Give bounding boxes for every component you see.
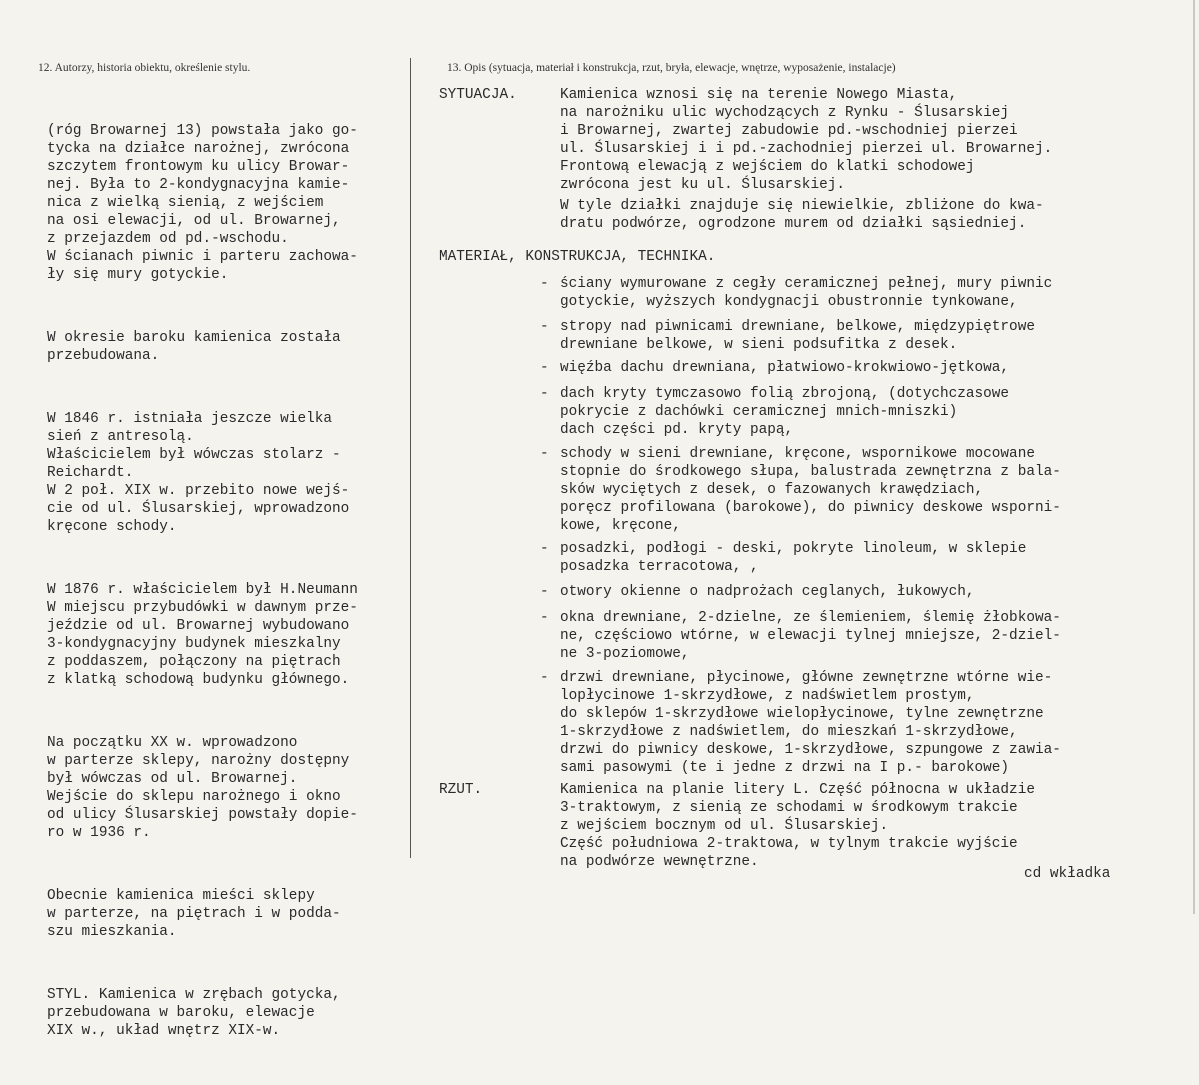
history-paragraph: W okresie baroku kamienica została przebudowana. (47, 330, 341, 364)
material-item: - okna drewniane, 2-dzielne, ze ślemieniem, ślemię żłobkowa- ne, częściowo wtórne, w elewacji tylnej mniejsze, 2-dziel- ne 3-poziomowe, (540, 610, 1061, 662)
material-item: - schody w sieni drewniane, kręcone, wspornikowe mocowane stopnie do środkowego słupa, balustrada zewnętrzna z bala- sków wyciętych z desek, o fazowanych krawędziach, poręcz profilowana (barokowe), do piwnicy deskowe wsporni- kowe, kręcone, (540, 446, 1061, 534)
right-column-header: 13. Opis (sytuacja, materiał i konstrukcja, rzut, bryła, elewacje, wnętrze, wyposażenie, instalacje) (447, 62, 896, 74)
history-paragraph: W 1846 r. istniała jeszcze wielka sień z antresolą. Właścicielem był wówczas stolarz - Reichardt. W 2 poł. XIX w. przebito nowe wejś- cie od ul. Ślusarskiej, wprowadzono kręcone schody. (47, 411, 350, 535)
material-item: - drzwi drewniane, płycinowe, główne zewnętrzne wtórne wie- lopłycinowe 1-skrzydłowe, z nadświetlem prostym, do sklepów 1-skrzydłowe wielopłycinowe, tylne zewnętrzne 1-skrzydłowe z nadświetlem, do mieszkań 1-skrzydłowe, drzwi do piwnicy deskowe, 1-skrzydłowe, szpungowe z zawia- sami pasowymi (te i jedne z drzwi na I p.- barokowe) (540, 670, 1061, 776)
sytuacja-text-2: W tyle działki znajduje się niewielkie, zbliżone do kwa- dratu podwórze, ogrodzone murem od działki sąsiedniej. (560, 198, 1044, 232)
history-paragraph: (róg Browarnej 13) powstała jako go- tycka na działce narożnej, zwrócona szczytem frontowym ku ulicy Browar- nej. Była to 2-kondygnacyjna kamie- nica z wielką sienią, z wejściem na osi elewacji, od ul. Browarnej, z przejazdem od pd.-wschodu. W ścianach piwnic i parteru zachowa- ły się mury gotyckie. (47, 123, 358, 283)
history-paragraph: W 1876 r. właścicielem był H.Neumann W miejscu przybudówki w dawnym prze- jeździe od ul. Browarnej wybudowano 3-kondygnacyjny budynek mieszkalny z poddaszem, połączony na piętrach z klatką schodową budynku głównego. (47, 582, 358, 688)
continuation-note: cd wkładka (1024, 866, 1111, 882)
left-column-header: 12. Autorzy, historia obiektu, określenie stylu. (38, 62, 251, 74)
material-item: - dach kryty tymczasowo folią zbrojoną, (dotychczasowe pokrycie z dachówki ceramicznej mnich-mniszki) dach części pd. kryty papą, (540, 386, 1010, 438)
section-label-rzut: RZUT. (439, 782, 483, 798)
section-label-sytuacja: SYTUACJA. (439, 87, 517, 103)
material-item: - otwory okienne o nadprożach ceglanych, łukowych, (540, 584, 975, 600)
history-paragraph: Obecnie kamienica mieści sklepy w parterze, na piętrach i w podda- szu mieszkania. (47, 888, 341, 940)
section-label-material: MATERIAŁ, KONSTRUKCJA, TECHNIKA. (439, 249, 716, 265)
material-item: - ściany wymurowane z cegły ceramicznej pełnej, mury piwnic gotyckie, wyższych kondygnacji obustronnie tynkowane, (540, 276, 1053, 310)
sytuacja-text: Kamienica wznosi się na terenie Nowego Miasta, na narożniku ulic wychodzących z Rynku - Ślusarskiej i Browarnej, zwartej zabudowie pd.-wschodniej pierzei ul. Ślusarskiej i i pd.-zachodniej pierzei ul. Browarnej. Frontową elewacją z wejściem do klatki schodowej zwrócona jest ku ul. Ślusarskiej. (560, 87, 1053, 193)
column-divider (410, 58, 411, 858)
material-item: - stropy nad piwnicami drewniane, belkowe, międzypiętrowe drewniane belkowe, w sieni podsufitka z desek. (540, 319, 1035, 353)
style-paragraph: STYL. Kamienica w zrębach gotycka, przebudowana w baroku, elewacje XIX w., układ wnętrz XIX-w. (47, 987, 341, 1039)
material-item: - więźba dachu drewniana, płatwiowo-krokwiowo-jętkowa, (540, 360, 1010, 376)
material-item: - posadzki, podłogi - deski, pokryte linoleum, w sklepie posadzka terracotowa, , (540, 541, 1027, 575)
rzut-text: Kamienica na planie litery L. Część północna w układzie 3-traktowym, z sienią ze schodami w środkowym trakcie z wejściem bocznym od ul. Ślusarskiej. Część południowa 2-traktowa, w tylnym trakcie wyjście na podwórze wewnętrzne. (560, 782, 1035, 870)
history-column (47, 86, 358, 1085)
page-edge (1193, 0, 1195, 914)
history-paragraph: Na początku XX w. wprowadzono w parterze sklepy, narożny dostępny był wówczas od ul. Browarnej. Wejście do sklepu narożnego i okno od ulicy Ślusarskiej powstały dopie- ro w 1936 r. (47, 735, 358, 841)
